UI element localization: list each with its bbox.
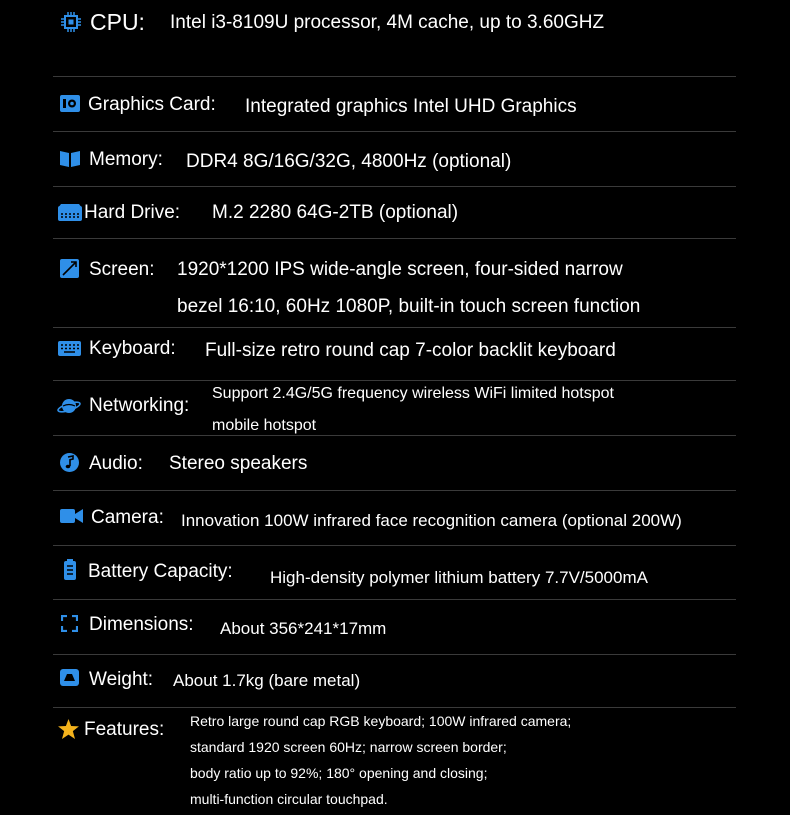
spec-row-battery bbox=[0, 546, 790, 599]
memory-icon bbox=[60, 150, 80, 167]
graphics-value: Integrated graphics Intel UHD Graphics bbox=[245, 96, 577, 117]
star-icon bbox=[58, 719, 79, 739]
battery-icon bbox=[64, 559, 76, 580]
spec-row-audio bbox=[0, 436, 790, 490]
spec-row-graphics bbox=[0, 77, 790, 131]
graphics-card-icon bbox=[60, 95, 80, 112]
audio-label: Audio: bbox=[89, 453, 143, 474]
features-value-line: body ratio up to 92%; 180° opening and closing; bbox=[190, 765, 488, 781]
hard-drive-icon bbox=[58, 204, 82, 221]
screen-value-line: 1920*1200 IPS wide-angle screen, four-sided narrow bbox=[177, 259, 623, 280]
memory-value: DDR4 8G/16G/32G, 4800Hz (optional) bbox=[186, 151, 512, 172]
networking-label: Networking: bbox=[89, 395, 190, 416]
spec-row-screen bbox=[0, 239, 790, 327]
spec-row-memory bbox=[0, 132, 790, 186]
features-value-line: Retro large round cap RGB keyboard; 100W infrared camera; bbox=[190, 713, 572, 729]
camera-icon bbox=[60, 508, 83, 524]
features-value-line: standard 1920 screen 60Hz; narrow screen border; bbox=[190, 739, 507, 755]
keyboard-value: Full-size retro round cap 7-color backlit keyboard bbox=[205, 340, 616, 361]
battery-label: Battery Capacity: bbox=[88, 561, 233, 582]
screen-icon bbox=[60, 259, 79, 278]
cpu-value: Intel i3-8109U processor, 4M cache, up to 3.60GHZ bbox=[170, 12, 605, 33]
music-note-icon bbox=[60, 453, 79, 472]
cpu-icon bbox=[61, 12, 81, 32]
dimensions-value: About 356*241*17mm bbox=[220, 619, 387, 638]
battery-value: High-density polymer lithium battery 7.7V/5000mA bbox=[270, 568, 648, 587]
audio-value: Stereo speakers bbox=[169, 453, 308, 474]
hard-drive-value: M.2 2280 64G-2TB (optional) bbox=[212, 202, 459, 223]
networking-value-line: Support 2.4G/5G frequency wireless WiFi limited hotspot bbox=[212, 385, 614, 402]
spec-row-keyboard bbox=[0, 328, 790, 380]
spec-row-weight bbox=[0, 655, 790, 707]
hard-drive-label: Hard Drive: bbox=[84, 202, 181, 223]
screen-label: Screen: bbox=[89, 259, 155, 280]
features-label: Features: bbox=[84, 719, 165, 740]
spec-row-camera bbox=[0, 491, 790, 545]
features-value-line: multi-function circular touchpad. bbox=[190, 791, 388, 807]
screen-value-line: bezel 16:10, 60Hz 1080P, built-in touch screen function bbox=[177, 296, 641, 317]
dimensions-icon bbox=[61, 615, 78, 632]
keyboard-label: Keyboard: bbox=[89, 338, 176, 359]
spec-row-networking bbox=[0, 381, 790, 435]
weight-label: Weight: bbox=[89, 669, 154, 690]
camera-value: Innovation 100W infrared face recognition camera (optional 200W) bbox=[181, 511, 682, 530]
cpu-label: CPU: bbox=[90, 9, 145, 35]
keyboard-icon bbox=[58, 341, 81, 356]
graphics-label: Graphics Card: bbox=[88, 94, 216, 115]
networking-value-line: mobile hotspot bbox=[212, 417, 317, 434]
globe-icon bbox=[57, 396, 81, 416]
spec-row-dimensions bbox=[0, 600, 790, 654]
memory-label: Memory: bbox=[89, 149, 163, 170]
weight-icon bbox=[60, 669, 79, 686]
spec-row-hard-drive bbox=[0, 187, 790, 238]
camera-label: Camera: bbox=[91, 507, 164, 528]
spec-row-features bbox=[0, 708, 790, 815]
spec-row-cpu bbox=[0, 0, 790, 76]
weight-value: About 1.7kg (bare metal) bbox=[173, 671, 361, 690]
dimensions-label: Dimensions: bbox=[89, 614, 194, 635]
